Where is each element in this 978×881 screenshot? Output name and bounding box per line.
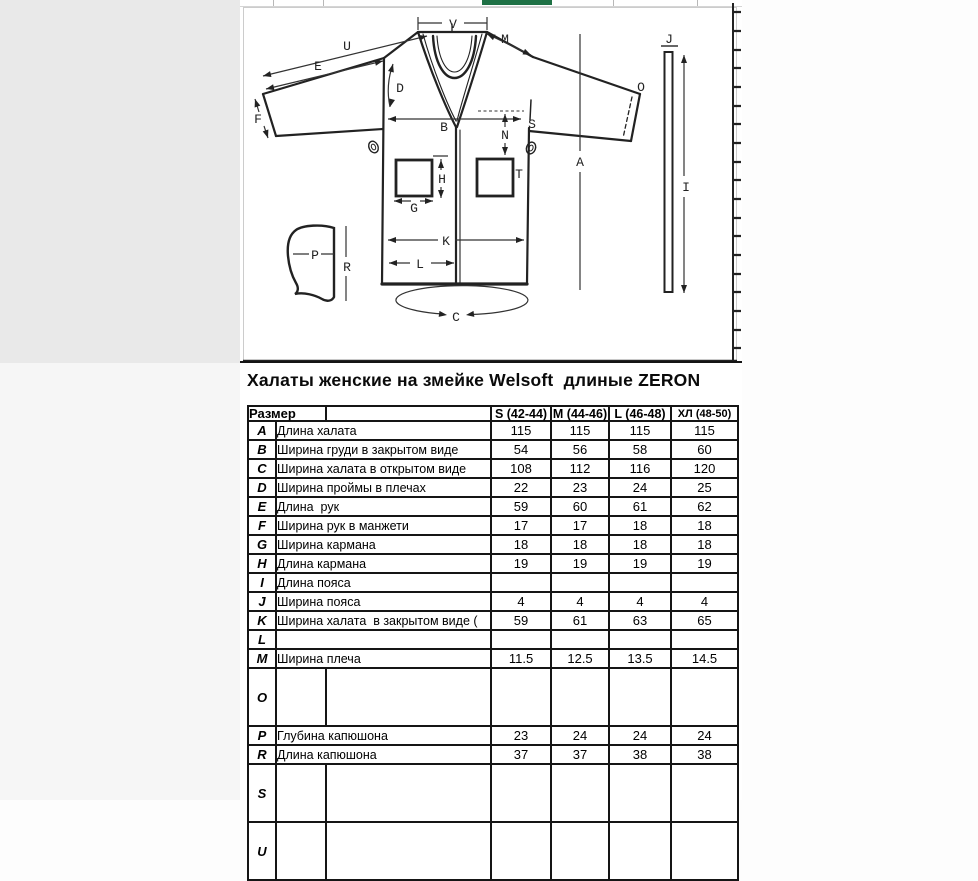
value-cell: 58 xyxy=(609,440,671,459)
value-cell: 59 xyxy=(491,611,551,630)
value-cell: 115 xyxy=(551,421,609,440)
name-cell: Длина халата xyxy=(276,421,491,440)
dim-label-a: A xyxy=(576,155,584,170)
value-cell: 63 xyxy=(609,611,671,630)
measurement-row xyxy=(248,554,738,573)
value-cell: 18 xyxy=(551,535,609,554)
measurement-row xyxy=(248,592,738,611)
value-cell xyxy=(671,630,738,649)
value-cell: 12.5 xyxy=(551,649,609,668)
measurement-row xyxy=(248,630,738,649)
value-cell xyxy=(551,668,609,726)
letter-cell: G xyxy=(248,535,276,554)
value-cell: 4 xyxy=(551,592,609,611)
value-cell xyxy=(551,764,609,822)
value-cell: 18 xyxy=(671,516,738,535)
value-cell xyxy=(671,668,738,726)
value-cell: 54 xyxy=(491,440,551,459)
size-column-header: ХЛ (48-50) xyxy=(671,406,738,421)
value-cell: 38 xyxy=(671,745,738,764)
value-cell xyxy=(609,822,671,880)
letter-cell: J xyxy=(248,592,276,611)
measurement-row xyxy=(248,421,738,440)
letter-cell: F xyxy=(248,516,276,535)
value-cell: 19 xyxy=(551,554,609,573)
left-margin-lower xyxy=(0,363,240,800)
letter-cell: K xyxy=(248,611,276,630)
measurement-row xyxy=(248,440,738,459)
size-header-label: Размер xyxy=(248,406,491,421)
letter-cell: R xyxy=(248,745,276,764)
value-cell: 18 xyxy=(671,535,738,554)
value-cell: 19 xyxy=(609,554,671,573)
dim-label-m: M xyxy=(501,32,509,47)
value-cell xyxy=(671,764,738,822)
value-cell xyxy=(609,764,671,822)
value-cell: 19 xyxy=(671,554,738,573)
value-cell: 22 xyxy=(491,478,551,497)
value-cell: 24 xyxy=(609,478,671,497)
row-divider xyxy=(325,765,327,821)
letter-cell: O xyxy=(248,668,276,726)
measurement-row xyxy=(248,535,738,554)
value-cell: 24 xyxy=(609,726,671,745)
value-cell: 4 xyxy=(491,592,551,611)
value-cell: 61 xyxy=(551,611,609,630)
value-cell: 25 xyxy=(671,478,738,497)
value-cell: 13.5 xyxy=(609,649,671,668)
dim-label-d: D xyxy=(396,81,404,96)
product-title: Халаты женские на змейке Welsoft длиные ZERON xyxy=(247,370,701,390)
letter-cell: P xyxy=(248,726,276,745)
value-cell: 37 xyxy=(491,745,551,764)
dim-label-h: H xyxy=(438,172,446,187)
value-cell: 18 xyxy=(609,516,671,535)
name-cell: Длина рук xyxy=(276,497,491,516)
value-cell: 116 xyxy=(609,459,671,478)
name-cell xyxy=(276,630,491,649)
letter-cell: U xyxy=(248,822,276,880)
size-header-row xyxy=(248,406,738,421)
row-divider xyxy=(325,823,327,879)
value-cell: 18 xyxy=(609,535,671,554)
value-cell: 65 xyxy=(671,611,738,630)
value-cell: 24 xyxy=(671,726,738,745)
dim-label-o: O xyxy=(637,80,645,95)
letter-cell: B xyxy=(248,440,276,459)
dim-label-j: J xyxy=(665,32,673,47)
value-cell: 37 xyxy=(551,745,609,764)
value-cell: 61 xyxy=(609,497,671,516)
letter-cell: L xyxy=(248,630,276,649)
value-cell: 4 xyxy=(609,592,671,611)
value-cell xyxy=(609,630,671,649)
name-cell: Ширина проймы в плечах xyxy=(276,478,491,497)
value-cell: 4 xyxy=(671,592,738,611)
letter-cell: H xyxy=(248,554,276,573)
dim-label-f: F xyxy=(254,112,262,127)
value-cell: 120 xyxy=(671,459,738,478)
name-cell: Ширина груди в закрытом виде xyxy=(276,440,491,459)
letter-cell: E xyxy=(248,497,276,516)
letter-cell: M xyxy=(248,649,276,668)
dim-label-g: G xyxy=(410,201,418,216)
name-cell: Длина кармана xyxy=(276,554,491,573)
dim-label-u: U xyxy=(343,39,351,54)
measurement-row xyxy=(248,573,738,592)
name-cell: Ширина пояса xyxy=(276,592,491,611)
value-cell: 24 xyxy=(551,726,609,745)
measurement-row xyxy=(248,459,738,478)
name-cell: Ширина халата в закрытом виде ( xyxy=(276,611,491,630)
name-cell: Длина пояса xyxy=(276,573,491,592)
dim-label-c: C xyxy=(452,310,460,325)
name-cell: Ширина рук в манжети xyxy=(276,516,491,535)
value-cell xyxy=(491,822,551,880)
row-divider xyxy=(325,669,327,725)
name-cell xyxy=(276,822,491,880)
value-cell xyxy=(491,668,551,726)
measurement-row xyxy=(248,497,738,516)
value-cell: 115 xyxy=(609,421,671,440)
letter-cell: A xyxy=(248,421,276,440)
measurement-row xyxy=(248,668,738,726)
value-cell xyxy=(551,573,609,592)
dim-label-r: R xyxy=(343,260,351,275)
dim-label-k: K xyxy=(442,234,450,249)
value-cell xyxy=(551,630,609,649)
value-cell: 17 xyxy=(491,516,551,535)
measurement-row xyxy=(248,764,738,822)
dim-label-p: P xyxy=(311,248,319,263)
letter-cell: C xyxy=(248,459,276,478)
letter-cell: D xyxy=(248,478,276,497)
measurement-row xyxy=(248,745,738,764)
value-cell: 112 xyxy=(551,459,609,478)
value-cell xyxy=(609,573,671,592)
value-cell xyxy=(491,764,551,822)
size-column-header: L (46-48) xyxy=(609,406,671,421)
value-cell: 56 xyxy=(551,440,609,459)
value-cell: 11.5 xyxy=(491,649,551,668)
size-column-header: S (42-44) xyxy=(491,406,551,421)
value-cell xyxy=(671,822,738,880)
name-cell: Длина капюшона xyxy=(276,745,491,764)
title-block xyxy=(240,361,742,405)
dim-label-i: I xyxy=(682,180,690,195)
value-cell: 115 xyxy=(491,421,551,440)
value-cell xyxy=(491,573,551,592)
value-cell xyxy=(491,630,551,649)
letter-cell: S xyxy=(248,764,276,822)
dim-label-t: T xyxy=(515,167,523,182)
value-cell: 19 xyxy=(491,554,551,573)
dim-label-v: V xyxy=(449,17,457,32)
value-cell: 60 xyxy=(551,497,609,516)
value-cell: 60 xyxy=(671,440,738,459)
size-table xyxy=(247,405,739,881)
size-column-header: M (44-46) xyxy=(552,407,608,421)
name-cell: Ширина плеча xyxy=(276,649,491,668)
value-cell: 115 xyxy=(671,421,738,440)
name-cell: Ширина халата в открытом виде xyxy=(276,459,491,478)
measurement-row xyxy=(248,822,738,880)
value-cell: 18 xyxy=(491,535,551,554)
letter-cell: I xyxy=(248,573,276,592)
measurement-row xyxy=(248,516,738,535)
dim-label-n: N xyxy=(501,128,509,143)
value-cell: 14.5 xyxy=(671,649,738,668)
dim-label-s: S xyxy=(528,117,536,132)
value-cell: 23 xyxy=(551,478,609,497)
header-divider xyxy=(325,407,327,420)
value-cell: 17 xyxy=(551,516,609,535)
value-cell xyxy=(609,668,671,726)
dim-label-l: L xyxy=(416,257,424,272)
value-cell xyxy=(671,573,738,592)
value-cell: 23 xyxy=(491,726,551,745)
value-cell xyxy=(551,822,609,880)
value-cell: 108 xyxy=(491,459,551,478)
measurement-row xyxy=(248,478,738,497)
measurement-row xyxy=(248,726,738,745)
value-cell: 38 xyxy=(609,745,671,764)
name-cell xyxy=(276,764,491,822)
measurement-row xyxy=(248,611,738,630)
value-cell: 62 xyxy=(671,497,738,516)
measurement-row xyxy=(248,649,738,668)
dim-label-e: E xyxy=(314,59,322,74)
name-cell: Глубина капюшона xyxy=(276,726,491,745)
robe-measurement-diagram xyxy=(0,0,978,365)
value-cell: 59 xyxy=(491,497,551,516)
name-cell: Ширина кармана xyxy=(276,535,491,554)
dim-label-b: B xyxy=(440,120,448,135)
name-cell xyxy=(276,668,491,726)
